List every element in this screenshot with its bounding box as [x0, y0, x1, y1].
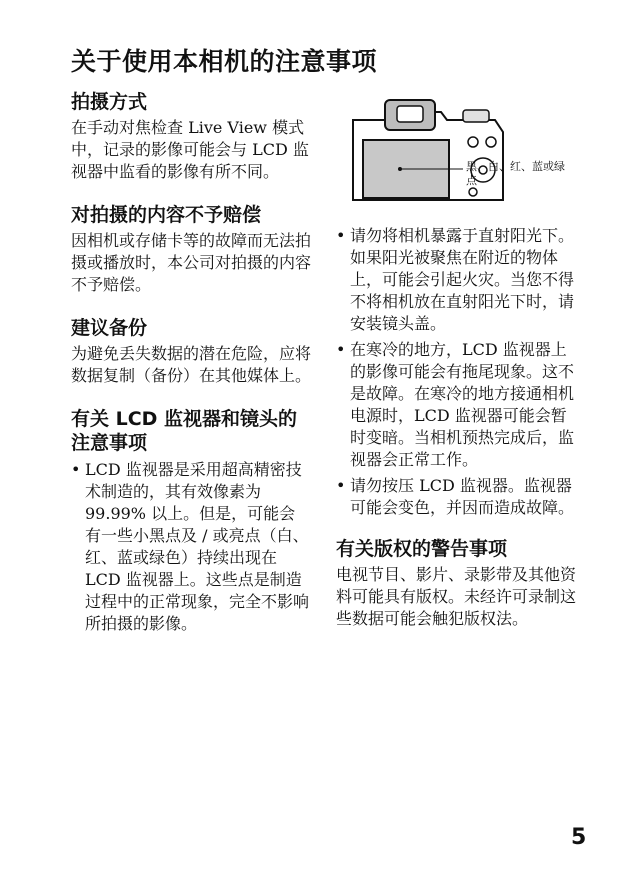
page-title: 关于使用本相机的注意事项 [71, 47, 378, 76]
bullet-item: • 在寒冷的地方，LCD 监视器上的影像可能会有拖尾现象。这不是故障。在寒冷的地方接通相机电源时，LCD 监视器可能会暂时变暗。当相机预热完成后，监视器会正常工作。 [336, 339, 576, 471]
page-number: 5 [571, 825, 587, 850]
section-body: 因相机或存储卡等的故障而无法拍摄或播放时，本公司对拍摄的内容不予赔偿。 [71, 231, 312, 294]
section-body: 电视节目、影片、录影带及其他资料可能具有版权。未经许可录制这些数据可能会触犯版权法。 [336, 565, 577, 628]
section-shooting-mode [71, 90, 311, 183]
bullet-item: • LCD 监视器是采用超高精密技术制造的，其有效像素为 99.99% 以上。但是，可能会有一些小黑点及 / 或亮点（白、红、蓝或绿色）持续出现在 LCD 监视器上。这些点是制造过程中的正常现象，完全不影响所拍摄的影像。 [71, 459, 311, 635]
bullet-item: • 请勿将相机暴露于直射阳光下。如果阳光被聚焦在附近的物体上，可能会引起火灾。当您不得不将相机放在直射阳光下时，请安装镜头盖。 [336, 225, 576, 335]
section-lcd-lens [71, 407, 311, 635]
section-heading: 拍摄方式 [71, 91, 148, 113]
section-body: 在手动对焦检查 Live View 模式中，记录的影像可能会与 LCD 监视器中监看的影像有所不同。 [71, 118, 309, 181]
bullet-list [71, 459, 311, 635]
section-heading: 对拍摄的内容不予赔偿 [71, 204, 262, 226]
right-column [336, 225, 576, 650]
section-no-compensation [71, 203, 311, 296]
bullet-item: • 请勿按压 LCD 监视器。监视器可能会变色，并因而造成故障。 [336, 475, 576, 519]
section-heading: 建议备份 [71, 317, 148, 339]
left-column [71, 90, 311, 655]
section-heading: 有关 LCD 监视器和镜头的注意事项 [71, 408, 298, 454]
lcd-dot [398, 167, 402, 171]
section-heading: 有关版权的警告事项 [336, 538, 508, 560]
section-body: 为避免丢失数据的潜在危险，应将数据复制（备份）在其他媒体上。 [71, 344, 312, 385]
bullet-list [336, 225, 576, 519]
section-copyright [336, 537, 576, 630]
figure-label: 黑、白、红、蓝或绿点 [466, 160, 565, 187]
section-backup [71, 316, 311, 387]
